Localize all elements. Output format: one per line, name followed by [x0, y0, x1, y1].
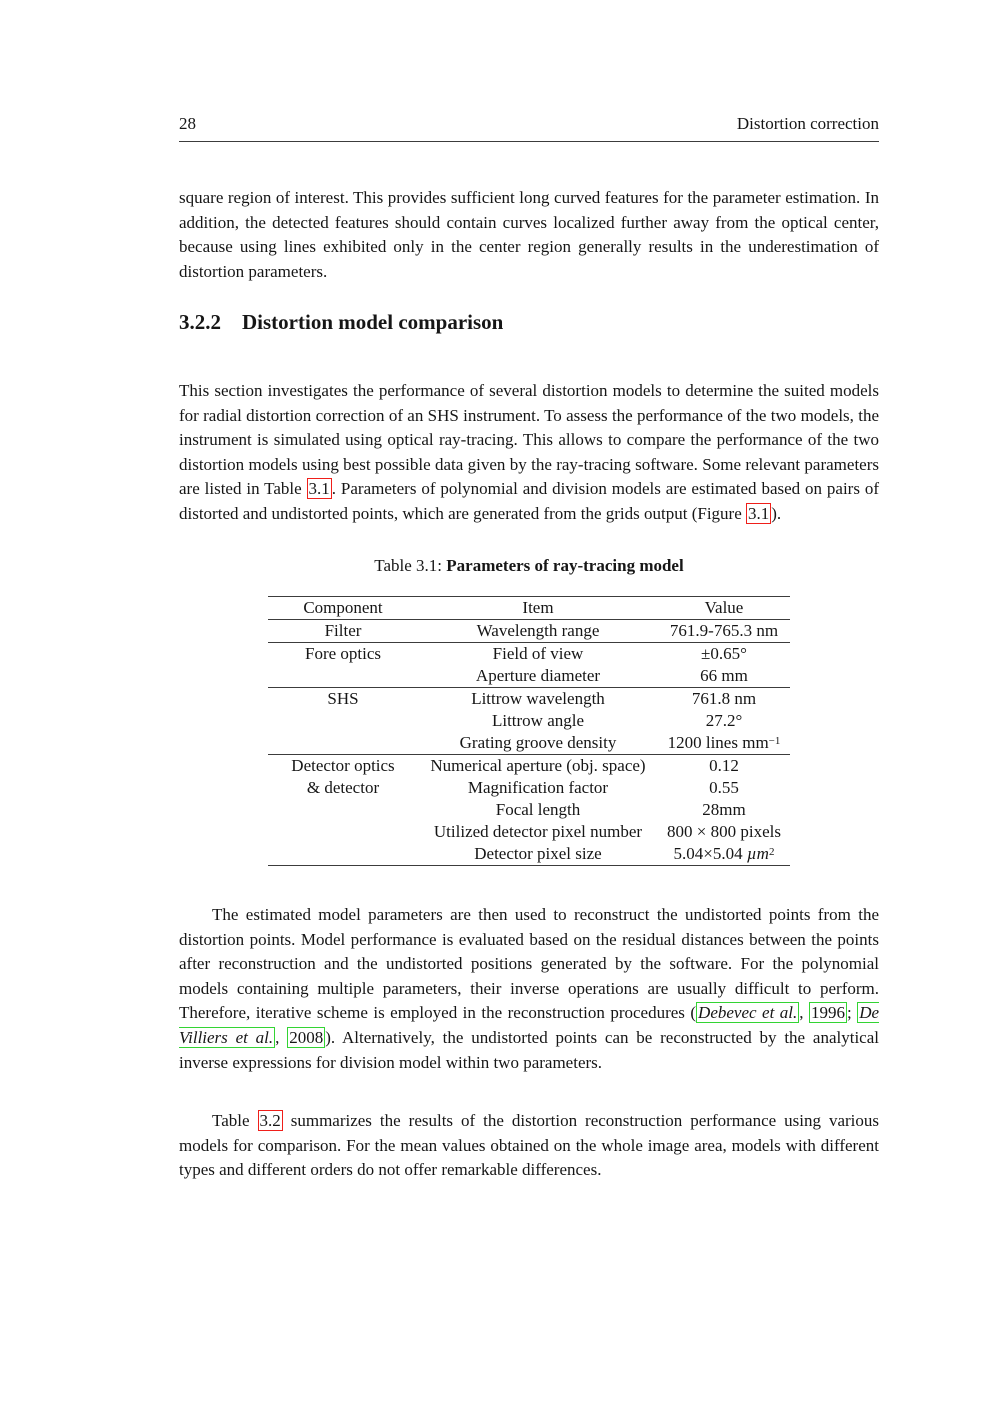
paragraph-intro-text: square region of interest. This provides sufficient long curved features for the parameter estimation. In addition, the detected features should contain curves localized further away from the optical center, because using lines exhibited only in the center region generally results in the underestimation of distortion parameters. — [179, 188, 879, 281]
citation-devilliers-link[interactable]: De Villiers et al. — [179, 1003, 880, 1047]
table-row — [268, 688, 790, 711]
component-cell: Fore optics — [304, 644, 382, 663]
item-cell: Wavelength range — [476, 621, 600, 640]
table-3-2-ref-link[interactable]: 3.2 — [259, 1111, 281, 1130]
item-cell: Detector pixel size — [474, 844, 602, 863]
value-cell: 800 × 800 pixels — [667, 822, 781, 841]
page-number: 28 — [179, 114, 196, 133]
value-cell: 28mm — [702, 800, 746, 819]
item-cell: Utilized detector pixel number — [433, 822, 643, 841]
running-title: Distortion correction — [736, 114, 879, 133]
table-caption-label: Table 3.1: — [374, 556, 447, 575]
paragraph-text: Table — [212, 1111, 258, 1130]
item-cell: Field of view — [492, 644, 584, 663]
citation-separator: ; — [846, 1003, 858, 1023]
component-cell: SHS — [327, 689, 359, 708]
section-number: 3.2.2 — [179, 310, 221, 334]
value-cell: 5.04×5.04 µm$^2$ — [673, 844, 775, 863]
value-cell: 0.55 — [709, 778, 739, 797]
paragraph-text: ). Alternatively, the undistorted points can be reconstructed by the analytical inverse expressions for division model within two parameters. — [179, 1027, 879, 1072]
table-caption-title: Parameters of ray-tracing model — [446, 556, 684, 575]
paragraph-results — [179, 1109, 879, 1183]
component-cell: Filter — [324, 621, 362, 640]
paragraph-model-comparison — [179, 379, 879, 527]
table-row — [268, 755, 790, 778]
component-cell: Detector optics & detector — [291, 756, 395, 797]
value-unit-italic: µm — [746, 844, 769, 863]
value-superscript: −1 — [768, 735, 781, 747]
citation-separator: , — [275, 1027, 288, 1047]
citation-year-2008-link[interactable]: 2008 — [289, 1027, 324, 1047]
figure-3-1-ref-link[interactable]: 3.1 — [748, 503, 770, 523]
column-header-value: Value — [704, 598, 744, 617]
parameters-table-container — [179, 596, 879, 866]
item-cell: Littrow wavelength — [471, 689, 605, 708]
value-cell: 66 mm — [700, 666, 748, 685]
table-group-shs — [268, 688, 790, 755]
table-caption — [179, 556, 879, 576]
paragraph-text: . Parameters of polynomial and division models are estimated based on pairs of distorted and undistorted points, which are generated from the grids output (Figure — [179, 479, 879, 523]
table-group-filter — [268, 620, 790, 643]
table-header-row — [268, 597, 790, 620]
citation-debevec-link[interactable]: Debevec et al. — [698, 1003, 798, 1023]
value-cell: ±0.65° — [701, 644, 747, 663]
paragraph-text: The estimated model parameters are then used to reconstruct the undistorted points from the distortion points. Model performance is evaluated based on the residual distances between the points after reconstruction and the undistorted positions generated by the software. For the polynomial models containing multiple parameters, their inverse operations are usually difficult to perform. Therefore, iterative scheme is employed in the reconstruction procedures ( — [179, 905, 879, 1023]
parameters-table — [268, 596, 790, 866]
table-row — [268, 620, 790, 643]
table-group-fore-optics — [268, 643, 790, 688]
paragraph-text: summarizes the results of the distortion reconstruction performance using various models for comparison. For the mean values obtained on the whole image area, models with different types and different orders do not offer remarkable differences. — [179, 1111, 880, 1180]
value-cell: 27.2° — [705, 711, 743, 730]
citation-year-1996-link[interactable]: 1996 — [810, 1003, 845, 1023]
paragraph-reconstruction — [179, 903, 879, 1075]
value-cell: 1200 lines $mm^{-1}$ — [667, 733, 781, 752]
value-superscript: 2 — [768, 846, 775, 858]
value-cell: 761.8 nm — [691, 689, 757, 708]
item-cell: Magnification factor — [467, 778, 609, 797]
section-title: Distortion model comparison — [242, 310, 504, 334]
value-cell: 761.9-765.3 nm — [669, 621, 779, 640]
item-cell: Numerical aperture (obj. space) — [430, 756, 646, 775]
column-header-component: Component — [303, 598, 383, 617]
item-cell: Grating groove density — [459, 733, 617, 752]
page-header — [179, 114, 879, 142]
item-cell: Aperture diameter — [475, 666, 601, 685]
citation-separator: , — [799, 1003, 809, 1023]
table-row — [268, 643, 790, 666]
value-cell: 0.12 — [709, 756, 739, 775]
paragraph-text: This section investigates the performance of several distortion models to determine the suited models for radial distortion correction of an SHS instrument. To assess the performance of the two models, the instrument is simulated using optical ray-tracing. This allows to compare the performance of the two distortion models using best possible data given by the ray-tracing software. Some relevant parameters are listed in Table — [179, 381, 879, 499]
column-header-item: Item — [522, 598, 554, 617]
table-3-1-ref-link[interactable]: 3.1 — [308, 479, 330, 499]
paragraph-text: ). — [771, 503, 782, 523]
table-group-detector — [268, 755, 790, 866]
item-cell: Focal length — [495, 800, 581, 819]
item-cell: Littrow angle — [491, 711, 585, 730]
paragraph-intro — [179, 186, 879, 284]
section-heading — [179, 310, 879, 335]
